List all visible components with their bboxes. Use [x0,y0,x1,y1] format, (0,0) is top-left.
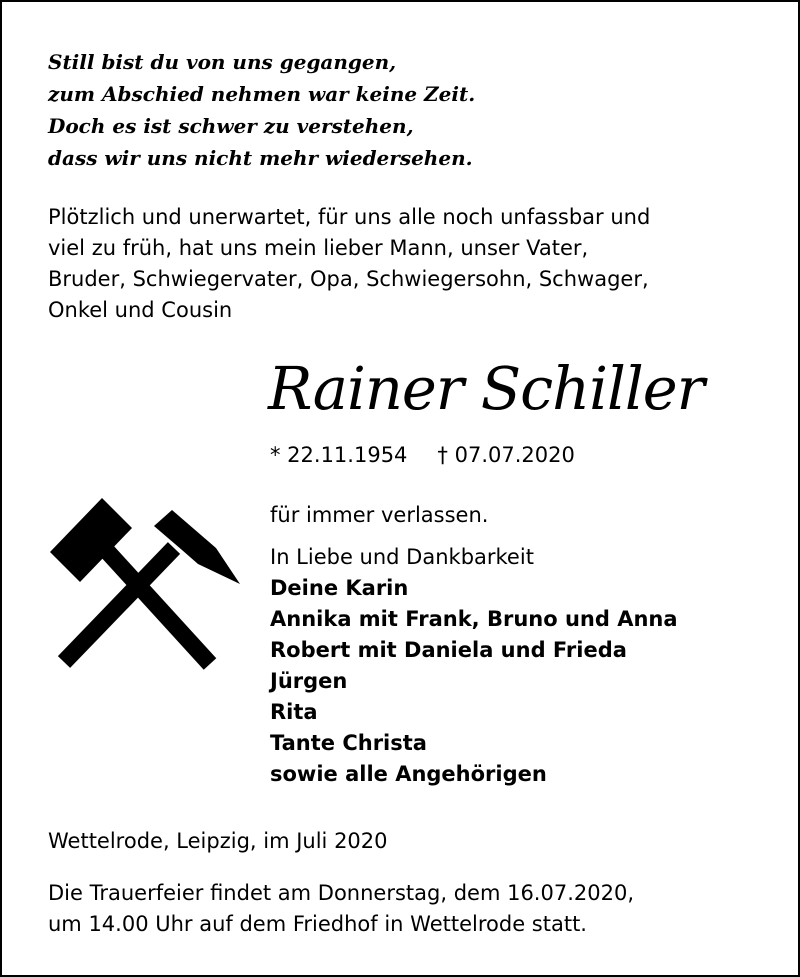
intro-line: Onkel und Cousin [48,298,233,322]
family-heading: In Liebe und Dankbarkeit [270,545,534,569]
intro-line: viel zu früh, hat uns mein lieber Mann, unser Vater, [48,236,589,260]
family-member: Jürgen [270,669,348,693]
family-member: Annika mit Frank, Bruno und Anna [270,607,678,631]
deceased-name: Rainer Schiller [268,354,704,423]
funeral-line: um 14.00 Uhr auf dem Friedhof in Wettelrode statt. [48,912,587,936]
poem-line: Still bist du von uns gegangen, [48,50,397,74]
death-date: † 07.07.2020 [437,443,575,467]
family-member: Tante Christa [270,731,427,755]
left-us-text: für immer verlassen. [270,503,489,527]
intro-text [48,202,778,326]
intro-line: Bruder, Schwiegervater, Opa, Schwiegersohn, Schwager, [48,267,649,291]
funeral-info [48,878,634,940]
poem-line: dass wir uns nicht mehr wiedersehen. [48,146,473,170]
birth-date: * 22.11.1954 [270,443,408,467]
poem-line: Doch es ist schwer zu verstehen, [48,114,414,138]
place-and-date: Wettelrode, Leipzig, im Juli 2020 [48,829,388,853]
family-member: Robert mit Daniela und Frieda [270,638,627,662]
family-signature [270,542,678,790]
poem [48,46,475,174]
family-member: Deine Karin [270,576,409,600]
life-dates [270,439,575,471]
hammer-and-pick-icon [46,492,242,678]
intro-line: Plötzlich und unerwartet, für uns alle noch unfassbar und [48,205,651,229]
family-member: Rita [270,700,318,724]
poem-line: zum Abschied nehmen war keine Zeit. [48,82,476,106]
family-member: sowie alle Angehörigen [270,762,547,786]
funeral-line: Die Trauerfeier findet am Donnerstag, dem 16.07.2020, [48,881,634,905]
